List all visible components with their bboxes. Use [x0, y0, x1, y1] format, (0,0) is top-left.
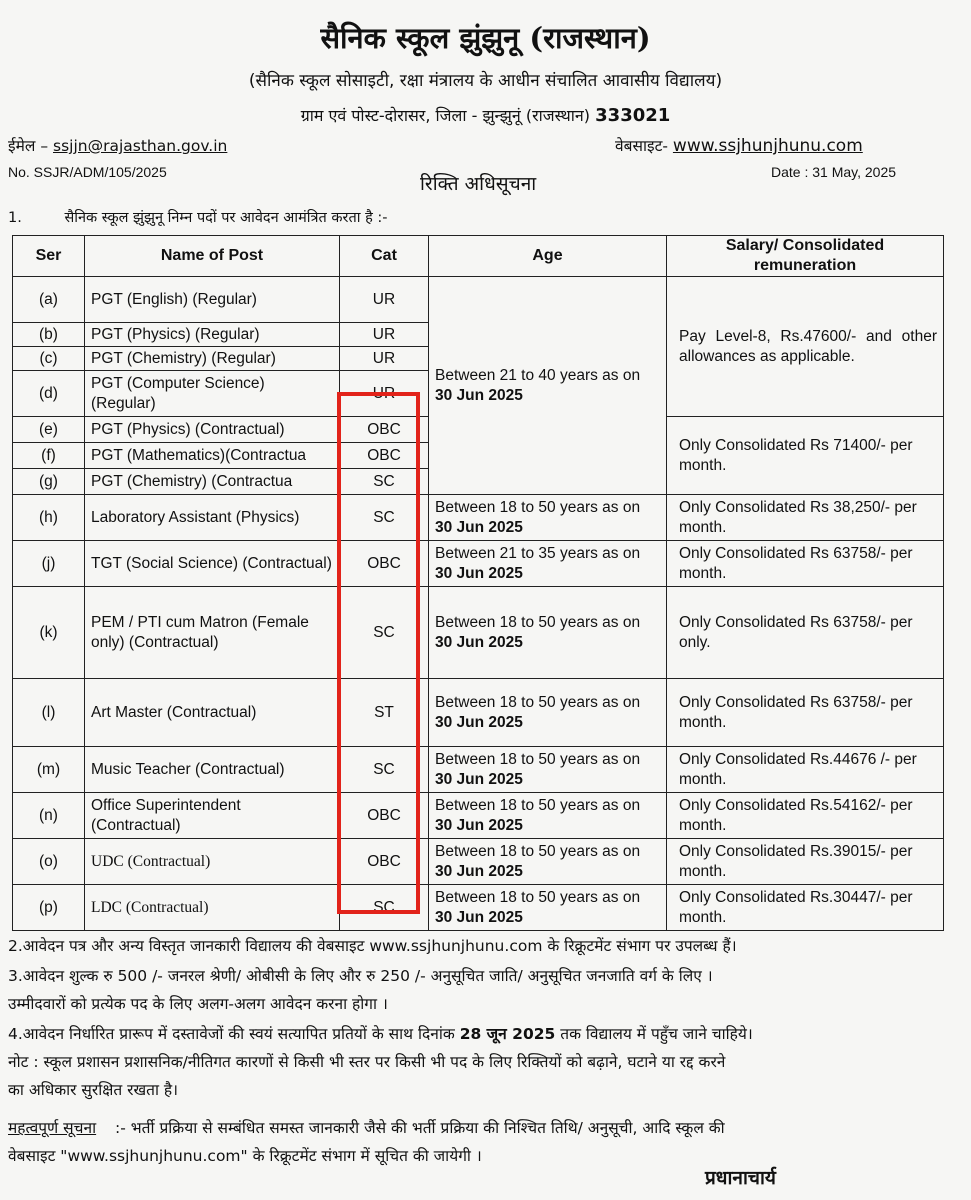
age-date: 30 Jun 2025 — [435, 908, 523, 926]
header-age: Age — [429, 236, 667, 277]
table-row — [13, 277, 944, 323]
important-notice — [8, 1116, 725, 1138]
salary-cell-contract: Only Consolidated Rs 71400/- per month. — [667, 417, 944, 495]
post-cell: Laboratory Assistant (Physics) — [85, 495, 340, 541]
age-cell-merged — [429, 277, 667, 495]
age-cell — [429, 839, 667, 885]
post-cell: PGT (Computer Science) (Regular) — [85, 371, 340, 417]
email-line — [8, 134, 227, 156]
ser-cell: (e) — [13, 417, 85, 443]
ser-cell: (c) — [13, 347, 85, 371]
ser-cell: (n) — [13, 793, 85, 839]
age-cell — [429, 793, 667, 839]
salary-cell-regular: Pay Level-8, Rs.47600/- and other allowances as applicable. — [667, 277, 944, 417]
age-date: 30 Jun 2025 — [435, 633, 523, 651]
website-label: वेबसाइट- — [615, 137, 668, 155]
table-row — [13, 495, 944, 541]
cat-cell: OBC — [340, 839, 429, 885]
school-subtitle: (सैनिक स्कूल सोसाइटी, रक्षा मंत्रालय के आधीन संचालित आवासीय विद्यालय) — [248, 71, 723, 91]
vacancy-table — [12, 235, 944, 931]
important-notice-continued: वेबसाइट "www.ssjhunjhunu.com" के रिक्रूटमेंट संभाग में सूचित की जायेगी । — [8, 1147, 482, 1165]
cat-cell: SC — [340, 495, 429, 541]
table-row — [13, 885, 944, 931]
school-address — [0, 104, 971, 126]
notice-date: Date : 31 May, 2025 — [771, 164, 897, 180]
age-text: Between 18 to 50 years as on — [435, 888, 641, 906]
age-cell — [429, 587, 667, 679]
table-row — [13, 793, 944, 839]
age-text: Between 18 to 50 years as on — [435, 498, 641, 516]
disclaimer-note-continued: का अधिकार सुरक्षित रखता है। — [8, 1081, 179, 1099]
cat-cell: SC — [340, 747, 429, 793]
age-text: Between 18 to 50 years as on — [435, 613, 641, 631]
ser-cell: (g) — [13, 469, 85, 495]
category-highlight-box — [337, 392, 420, 914]
cat-cell: UR — [340, 277, 429, 323]
ser-cell: (b) — [13, 323, 85, 347]
age-cell — [429, 495, 667, 541]
website-link[interactable]: www.ssjhunjhunu.com — [672, 136, 863, 156]
cat-cell: OBC — [340, 793, 429, 839]
ser-cell: (f) — [13, 443, 85, 469]
age-date: 30 Jun 2025 — [435, 564, 523, 582]
important-label: महत्वपूर्ण सूचना — [8, 1119, 97, 1137]
header-salary: Salary/ Consolidated remuneration — [667, 236, 944, 277]
notice-title: रिक्ति अधिसूचना — [420, 173, 537, 195]
note-4-post: तक विद्यालय में पहुँच जाने चाहिये। — [560, 1025, 753, 1043]
salary-cell: Only Consolidated Rs.54162/- per month. — [667, 793, 944, 839]
post-cell: PGT (Chemistry) (Contractua — [85, 469, 340, 495]
table-row — [13, 747, 944, 793]
ser-cell: (o) — [13, 839, 85, 885]
reference-number: No. SSJR/ADM/105/2025 — [8, 164, 167, 180]
age-text: Between 18 to 50 years as on — [435, 693, 641, 711]
cat-cell: UR — [340, 323, 429, 347]
salary-cell: Only Consolidated Rs 63758/- per month. — [667, 541, 944, 587]
note-2: 2.आवेदन पत्र और अन्य विस्तृत जानकारी विद्यालय की वेबसाइट www.ssjhunjhunu.com के रिक्रूटमेंट संभाग पर उपलब्ध हैं। — [8, 937, 737, 955]
cat-cell: ST — [340, 679, 429, 747]
post-cell: PEM / PTI cum Matron (Female only) (Contractual) — [85, 587, 340, 679]
principal-signature: प्रधानाचार्य — [705, 1167, 776, 1189]
header-cat: Cat — [340, 236, 429, 277]
note-3-continued: उम्मीदवारों को प्रत्येक पद के लिए अलग-अलग आवेदन करना होगा । — [8, 995, 388, 1013]
cat-cell: SC — [340, 885, 429, 931]
age-text: Between 21 to 40 years as on — [435, 366, 641, 384]
salary-cell: Only Consolidated Rs.44676 /- per month. — [667, 747, 944, 793]
cat-cell: SC — [340, 587, 429, 679]
cat-cell: OBC — [340, 417, 429, 443]
email-link[interactable]: ssjjn@rajasthan.gov.in — [53, 137, 228, 155]
post-cell: PGT (Chemistry) (Regular) — [85, 347, 340, 371]
ser-cell: (p) — [13, 885, 85, 931]
table-row — [13, 839, 944, 885]
note-4 — [8, 1022, 753, 1044]
post-cell: Office Superintendent (Contractual) — [85, 793, 340, 839]
table-row — [13, 679, 944, 747]
post-cell: UDC (Contractual) — [85, 839, 340, 885]
intro-number: 1. — [8, 210, 22, 226]
cat-cell: UR — [340, 347, 429, 371]
ser-cell: (d) — [13, 371, 85, 417]
website-line — [615, 134, 863, 156]
cat-cell: UR — [340, 371, 429, 417]
header-ser: Ser — [13, 236, 85, 277]
table-header-row — [13, 236, 944, 277]
post-cell: PGT (Physics) (Contractual) — [85, 417, 340, 443]
age-date: 30 Jun 2025 — [435, 816, 523, 834]
ser-cell: (j) — [13, 541, 85, 587]
salary-cell: Only Consolidated Rs 63758/- per only. — [667, 587, 944, 679]
pincode: 333021 — [595, 105, 671, 126]
ser-cell: (h) — [13, 495, 85, 541]
intro-line — [8, 207, 388, 227]
age-text: Between 18 to 50 years as on — [435, 842, 641, 860]
important-text: :- भर्ती प्रक्रिया से सम्बंधित समस्त जानकारी जैसे की भर्ती प्रक्रिया की निश्चित तिथि/ अनुसूची, आदि स्कूल की — [115, 1119, 725, 1137]
age-date: 30 Jun 2025 — [435, 862, 523, 880]
post-cell: PGT (Mathematics)(Contractua — [85, 443, 340, 469]
age-date: 30 Jun 2025 — [435, 770, 523, 788]
note-3: 3.आवेदन शुल्क रु 500 /- जनरल श्रेणी/ ओबीसी के लिए और रु 250 /- अनुसूचित जाति/ अनुसूचित जनजाति वर्ग के लिए । — [8, 967, 713, 985]
cat-cell: OBC — [340, 541, 429, 587]
post-cell: Music Teacher (Contractual) — [85, 747, 340, 793]
salary-cell: Only Consolidated Rs.39015/- per month. — [667, 839, 944, 885]
cat-cell: OBC — [340, 443, 429, 469]
salary-cell: Only Consolidated Rs.30447/- per month. — [667, 885, 944, 931]
disclaimer-note: नोट : स्कूल प्रशासन प्रशासनिक/नीतिगत कारणों से किसी भी स्तर पर किसी भी पद के लिए रिक्तियों को बढ़ाने, घटाने या रद्द करने — [8, 1053, 726, 1071]
note-4-pre: 4.आवेदन निर्धारित प्रारूप में दस्तावेजों की स्वयं सत्यापित प्रतियों के साथ दिनांक — [8, 1025, 455, 1043]
age-cell — [429, 885, 667, 931]
age-cell — [429, 747, 667, 793]
age-text: Between 21 to 35 years as on — [435, 544, 641, 562]
salary-cell: Only Consolidated Rs 63758/- per month. — [667, 679, 944, 747]
ser-cell: (a) — [13, 277, 85, 323]
post-cell: LDC (Contractual) — [85, 885, 340, 931]
ser-cell: (m) — [13, 747, 85, 793]
age-date: 30 Jun 2025 — [435, 386, 523, 404]
email-label: ईमेल – — [8, 137, 49, 155]
header-post: Name of Post — [85, 236, 340, 277]
age-cell — [429, 541, 667, 587]
age-date: 30 Jun 2025 — [435, 518, 523, 536]
age-text: Between 18 to 50 years as on — [435, 750, 641, 768]
post-cell: Art Master (Contractual) — [85, 679, 340, 747]
note-4-date: 28 जून 2025 — [459, 1025, 556, 1043]
table-row — [13, 587, 944, 679]
ser-cell: (l) — [13, 679, 85, 747]
post-cell: TGT (Social Science) (Contractual) — [85, 541, 340, 587]
intro-text: सैनिक स्कूल झुंझुनू निम्न पदों पर आवेदन आमंत्रित करता है :- — [64, 210, 388, 226]
table-row — [13, 541, 944, 587]
cat-cell: SC — [340, 469, 429, 495]
age-date: 30 Jun 2025 — [435, 713, 523, 731]
school-title: सैनिक स्कूल झुंझुनू (राजस्थान) — [320, 21, 651, 55]
age-cell — [429, 679, 667, 747]
post-cell: PGT (Physics) (Regular) — [85, 323, 340, 347]
post-cell: PGT (English) (Regular) — [85, 277, 340, 323]
ser-cell: (k) — [13, 587, 85, 679]
age-text: Between 18 to 50 years as on — [435, 796, 641, 814]
salary-cell: Only Consolidated Rs 38,250/- per month. — [667, 495, 944, 541]
address-text: ग्राम एवं पोस्ट-दोरासर, जिला - झुन्झुनूं (राजस्थान) — [300, 106, 591, 125]
